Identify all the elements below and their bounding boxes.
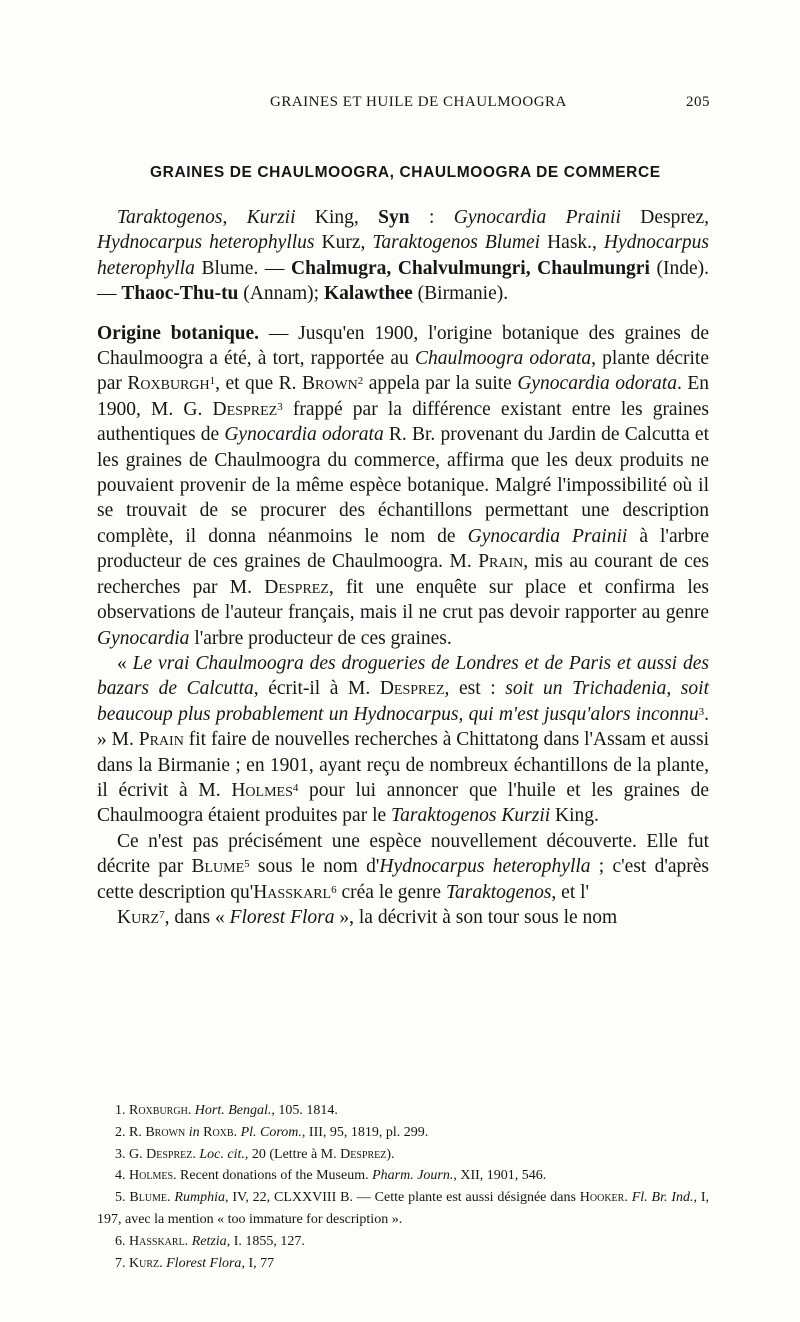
article-body: [97, 205, 709, 930]
origin-paragraph: Origine botanique. — Jusqu'en 1900, l'origine botanique des graines de Chaulmoogra a été, à tort, rapportée au Chaulmoogra odorata, plante décrite par Roxburgh$^1$, et que R. Brown$^2$ appela par la suite Gynocardia odorata. En 1900, M. G. Desprez$^3$ frappé par la différence existant entre les graines authentiques de Gynocardia odorata R. Br. provenant du Jardin de Calcutta et les graines de Chaulmoogra du commerce, affirma que les deux produits ne pouvaient provenir de la même espèce botanique. Malgré l'impossibilité où il se trouvait de se procurer des échantillons permettant une description complète, il donna néanmoins le nom de Gynocardia Prainii à l'arbre producteur de ces graines de Chaulmoogra. M. Prain, mis au courant de ces recherches par M. Desprez, fit une enquête sur place et confirma les observations de l'auteur français, mais il ne crut pas devoir rapporter au genre Gynocardia l'arbre producteur de ces graines.: [97, 322, 710, 649]
footnote-1: 1. Roxburgh. Hort. Bengal., 105. 1814.: [115, 1103, 338, 1118]
section-title: GRAINES DE CHAULMOOGRA, CHAULMOOGRA DE COMMERCE: [150, 164, 661, 181]
footnote-6: 6. Hasskarl. Retzia, I. 1855, 127.: [115, 1233, 305, 1249]
footnote-3: 3. G. Desprez. Loc. cit., 20 (Lettre à M. Desprez).: [115, 1146, 395, 1162]
synonyms-paragraph: Taraktogenos, Kurzii King, Syn : Gynocardia Prainii Desprez, Hydnocarpus heterophyllus Kurz, Taraktogenos Blumei Hask., Hydnocarpus heterophylla Blume. — Chalmugra, Chalvulmungri, Chaulmungri (Inde). — Thaoc-Thu-tu (Annam); Kalawthee (Birmanie).: [97, 207, 710, 305]
footnotes: [97, 1100, 709, 1274]
kurz-paragraph: Kurz$^7$, dans « Florest Flora », la décrivit à son tour sous le nom: [117, 906, 618, 928]
quote-paragraph: « Le vrai Chaulmoogra des drogueries de Londres et de Paris et aussi des bazars de Calcutta, écrit-il à M. Desprez, est : soit un Trichadenia, soit beaucoup plus probablement un Hydnocarpus, qui m'est jusqu'alors inconnu$^3$. » M. Prain fit faire de nouvelles recherches à Chittatong dans l'Assam et aussi dans la Birmanie ; en 1901, ayant reçu de nombreux échantillons de la plante, il écrivit à M. Holmes$^4$ pour lui annoncer que l'huile et les graines de Chaulmoogra étaient produites par le Taraktogenos Kurzii King.: [97, 652, 709, 827]
footnote-7: 7. Kurz. Florest Flora, I, 77: [115, 1255, 275, 1271]
running-header: [270, 94, 710, 111]
footnote-2: 2. R. Brown in Roxb. Pl. Corom., III, 95, 1819, pl. 299.: [115, 1124, 429, 1140]
running-title: GRAINES ET HUILE DE CHAULMOOGRA: [270, 94, 567, 110]
description-paragraph: Ce n'est pas précisément une espèce nouvellement découverte. Elle fut décrite par Blume$^5$ sous le nom d'Hydnocarpus heterophylla ; c'est d'après cette description qu'Hasskarl$^6$ créa le genre Taraktogenos, et l': [97, 830, 709, 903]
footnote-4: 4. Holmes. Recent donations of the Museum. Pharm. Journ., XII, 1901, 546.: [115, 1168, 547, 1184]
footnote-5: 5. Blume. Rumphia, IV, 22, CLXXVIII B. — Cette plante est aussi désignée dans Hooker. Fl. Br. Ind., I, 197, avec la mention « too immature for description ».: [97, 1190, 710, 1227]
page-number: 205: [686, 94, 710, 110]
